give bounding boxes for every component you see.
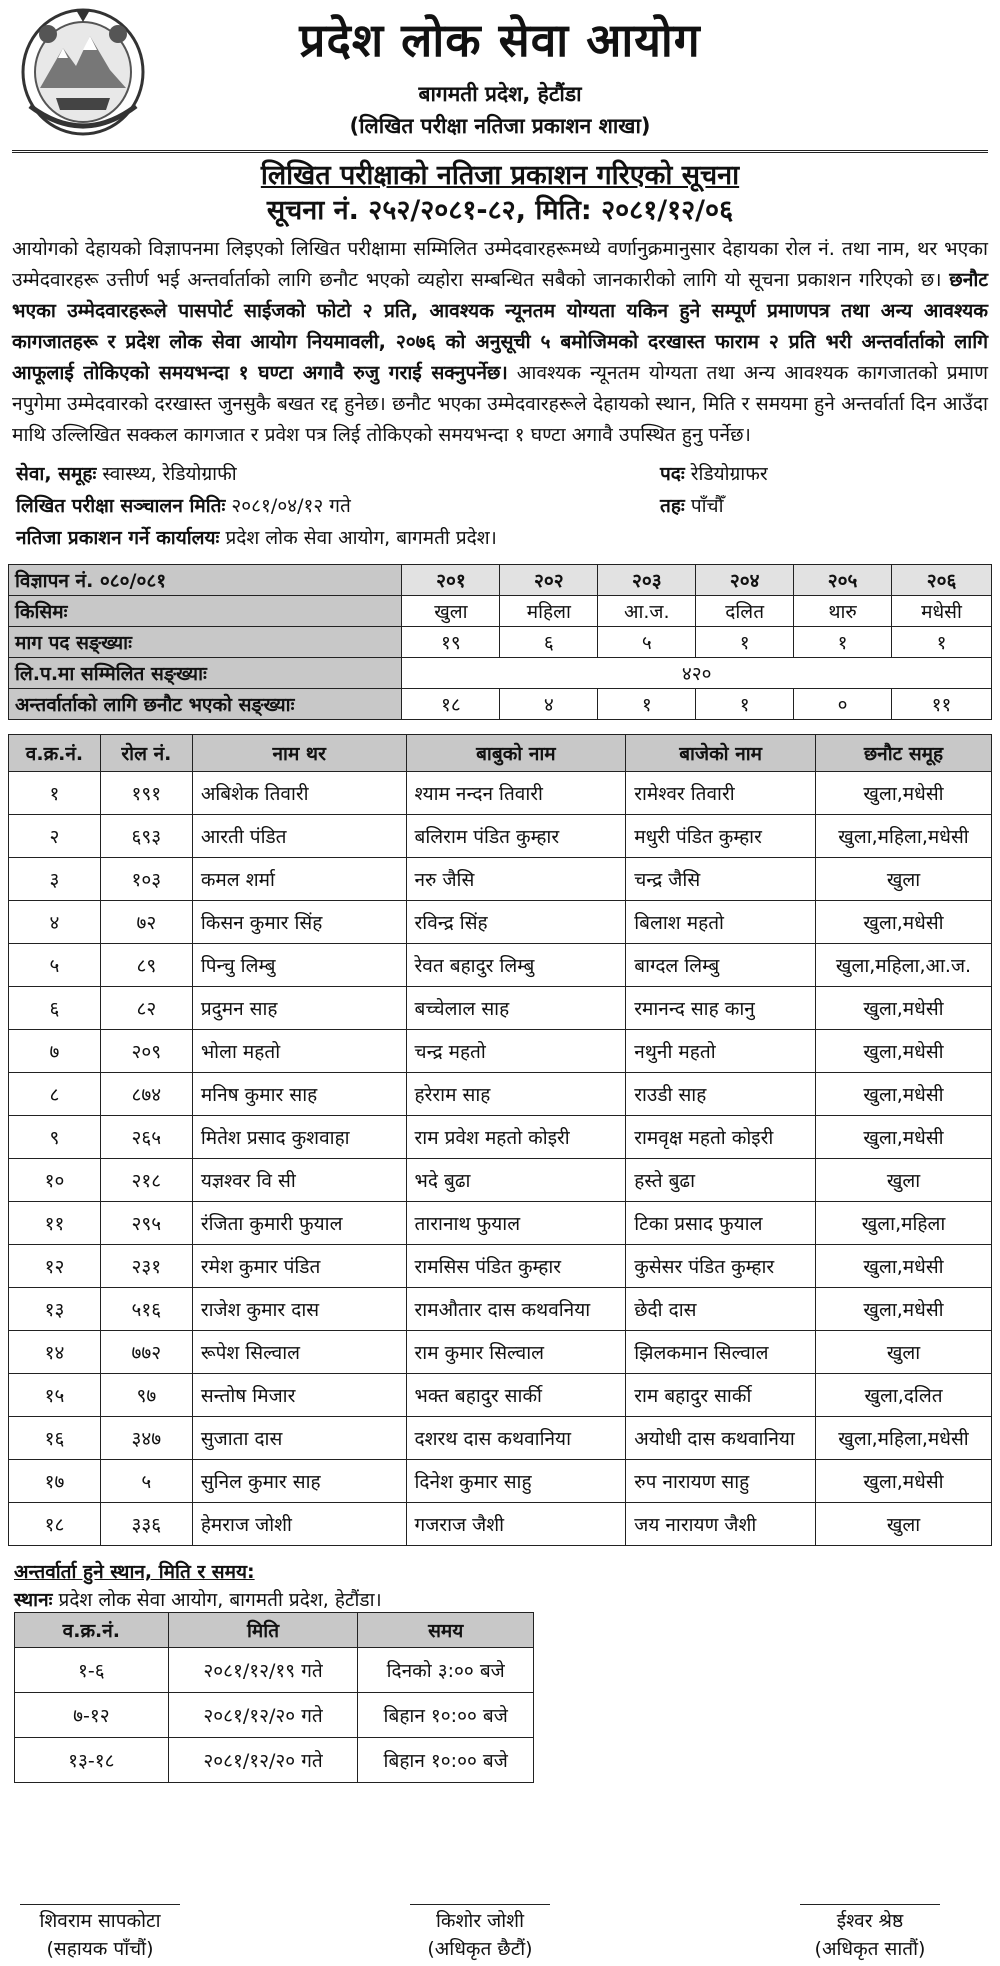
table-cell: हेमराज जोशी bbox=[192, 1503, 406, 1546]
table-cell: ८ bbox=[9, 1073, 101, 1116]
table-cell: १-६ bbox=[15, 1648, 169, 1693]
table-cell: श्याम नन्दन तिवारी bbox=[406, 772, 626, 815]
table-cell: किसन कुमार सिंह bbox=[192, 901, 406, 944]
table-cell: खुला,मधेसी bbox=[816, 987, 992, 1030]
table-row bbox=[9, 944, 992, 987]
table-cell: १८ bbox=[9, 1503, 101, 1546]
table-cell: ३४७ bbox=[100, 1417, 192, 1460]
table-cell: खुला,मधेसी bbox=[816, 772, 992, 815]
table-cell: खुला,मधेसी bbox=[816, 901, 992, 944]
branch-name: (लिखित परीक्षा नतिजा प्रकाशन शाखा) bbox=[349, 114, 651, 138]
table-cell: रंजिता कुमारी फुयाल bbox=[192, 1202, 406, 1245]
table-cell: राजेश कुमार दास bbox=[192, 1288, 406, 1331]
schedule-place bbox=[14, 1586, 992, 1612]
adv-number: २०४ bbox=[696, 565, 794, 596]
office-value: प्रदेश लोक सेवा आयोग, बागमती प्रदेश। bbox=[225, 527, 497, 549]
commission-title: प्रदेश लोक सेवा आयोग bbox=[299, 13, 701, 67]
table-cell: ३३६ bbox=[100, 1503, 192, 1546]
table-cell: रामऔतार दास कथवनिया bbox=[406, 1288, 626, 1331]
table-cell: बिहान १०:०० बजे bbox=[358, 1693, 534, 1738]
schedule-title: अन्तर्वार्ता हुने स्थान, मिति र समय: bbox=[14, 1561, 255, 1583]
table-row bbox=[9, 1374, 992, 1417]
results-body bbox=[9, 772, 992, 1546]
place-value: प्रदेश लोक सेवा आयोग, बागमती प्रदेश, हेटौंडा। bbox=[58, 1589, 382, 1611]
table-cell: आरती पंडित bbox=[192, 815, 406, 858]
signatory-title: (अधिकृत सातौं) bbox=[814, 1938, 926, 1960]
signature-3 bbox=[780, 1904, 960, 1963]
exam-date-value: २०८१/०४/१२ गते bbox=[231, 495, 351, 517]
col-header: मिति bbox=[168, 1613, 358, 1648]
table-cell: सुनिल कुमार साह bbox=[192, 1460, 406, 1503]
level-label: तहः bbox=[660, 495, 685, 517]
table-row bbox=[9, 1460, 992, 1503]
demand-cell: ५ bbox=[598, 627, 696, 658]
letterhead bbox=[12, 0, 988, 153]
selected-row bbox=[9, 689, 992, 720]
table-row bbox=[9, 1331, 992, 1374]
signatory-title: (सहायक पाँचौं) bbox=[46, 1938, 154, 1960]
signature-2 bbox=[390, 1904, 570, 1963]
table-row bbox=[9, 815, 992, 858]
table-cell: ८७४ bbox=[100, 1073, 192, 1116]
col-header: नाम थर bbox=[192, 735, 406, 772]
adv-number: २०५ bbox=[794, 565, 892, 596]
table-cell: २०८१/१२/२० गते bbox=[168, 1738, 358, 1783]
table-cell: ५१६ bbox=[100, 1288, 192, 1331]
table-cell: ४ bbox=[9, 901, 101, 944]
post-value: रेडियोग्राफर bbox=[690, 463, 768, 485]
type-row bbox=[9, 596, 992, 627]
adv-label: विज्ञापन नं. ०८०/०८१ bbox=[9, 565, 402, 596]
service-label: सेवा, समूहः bbox=[16, 463, 97, 485]
demand-label: माग पद सङ्ख्याः bbox=[9, 627, 402, 658]
table-cell: २०८१/१२/२० गते bbox=[168, 1693, 358, 1738]
table-row bbox=[9, 1417, 992, 1460]
demand-cell: १९ bbox=[402, 627, 500, 658]
table-cell: अबिशेक तिवारी bbox=[192, 772, 406, 815]
table-cell: यज्ञश्वर वि सी bbox=[192, 1159, 406, 1202]
vacancy-table bbox=[8, 564, 992, 720]
body-part-3: आवश्यक न्यूनतम योग्यता तथा अन्य आवश्यक कागजातको प्रमाण नपुगेमा उम्मेदवारको दरखास्त जुनसुकै बखत रद्द हुनेछ। छनौट भएका उम्मेदवारहरूले देहायको स्थान, मिति र समयमा हुने अन्तर्वार्ता दिन आउँदा माथि उल्लिखित सक्कल कागजात र प्रवेश पत्र लिई तोकिएको समयभन्दा १ घण्टा अगावै उपस्थित हुनु पर्नेछ। bbox=[12, 361, 988, 446]
selected-cell: १ bbox=[598, 689, 696, 720]
exam-info bbox=[12, 460, 988, 564]
table-cell: रविन्द्र सिंह bbox=[406, 901, 626, 944]
table-cell: ३ bbox=[9, 858, 101, 901]
col-header: व.क्र.नं. bbox=[15, 1613, 169, 1648]
table-cell: खुला bbox=[816, 1503, 992, 1546]
table-cell: सुजाता दास bbox=[192, 1417, 406, 1460]
table-cell: खुला,मधेसी bbox=[816, 1030, 992, 1073]
type-cell: दलित bbox=[696, 596, 794, 627]
table-cell: खुला,दलित bbox=[816, 1374, 992, 1417]
col-header: बाजेको नाम bbox=[626, 735, 816, 772]
table-cell: झिलकमान सिल्वाल bbox=[626, 1331, 816, 1374]
type-cell: मधेसी bbox=[892, 596, 992, 627]
demand-cell: १ bbox=[892, 627, 992, 658]
exam-date-info bbox=[16, 492, 351, 518]
table-cell: १७ bbox=[9, 1460, 101, 1503]
selected-label: अन्तर्वार्ताको लागि छनौट भएको सङ्ख्याः bbox=[9, 689, 402, 720]
table-row bbox=[9, 858, 992, 901]
table-cell: राम प्रवेश महतो कोइरी bbox=[406, 1116, 626, 1159]
table-row bbox=[9, 1202, 992, 1245]
signatory-name: किशोर जोशी bbox=[435, 1910, 525, 1932]
table-cell: रामसिस पंडित कुम्हार bbox=[406, 1245, 626, 1288]
province-name: बागमती प्रदेश, हेटौंडा bbox=[418, 82, 582, 106]
signature-1 bbox=[10, 1904, 190, 1963]
office-label: नतिजा प्रकाशन गर्ने कार्यालयः bbox=[16, 527, 220, 549]
body-part-1: आयोगको देहायको विज्ञापनमा लिइएको लिखित परीक्षामा सम्मिलित उम्मेदवारहरूमध्ये वर्णानुक्रमानुसार देहायका रोल नं. तथा नाम, थर भएका उम्मेदवारहरू उत्तीर्ण भई अन्तर्वार्ताको लागि छनौट भएको व्यहोरा सम्बन्धित सबैको जानकारीको लागि यो सूचना प्रकाशन गरिएको छ। bbox=[12, 237, 988, 291]
col-header: समय bbox=[358, 1613, 534, 1648]
signatory-name: ईश्वर श्रेष्ठ bbox=[836, 1910, 904, 1932]
table-cell: दशरथ दास कथवानिया bbox=[406, 1417, 626, 1460]
table-row bbox=[9, 1030, 992, 1073]
table-cell: २०९ bbox=[100, 1030, 192, 1073]
table-cell: खुला,मधेसी bbox=[816, 1245, 992, 1288]
adv-number: २०६ bbox=[892, 565, 992, 596]
table-cell: खुला bbox=[816, 1159, 992, 1202]
table-row bbox=[15, 1738, 534, 1783]
table-cell: खुला bbox=[816, 858, 992, 901]
table-cell: मधुरी पंडित कुम्हार bbox=[626, 815, 816, 858]
table-cell: १३-१८ bbox=[15, 1738, 169, 1783]
exam-date-label: लिखित परीक्षा सञ्चालन मितिः bbox=[16, 495, 226, 517]
table-cell: राम बहादुर सार्की bbox=[626, 1374, 816, 1417]
table-cell: खुला,महिला,मधेसी bbox=[816, 1417, 992, 1460]
table-cell: ६९३ bbox=[100, 815, 192, 858]
table-cell: ८९ bbox=[100, 944, 192, 987]
service-info bbox=[16, 460, 237, 486]
table-cell: खुला,महिला bbox=[816, 1202, 992, 1245]
table-cell: जय नारायण जैशी bbox=[626, 1503, 816, 1546]
table-cell: बाग्दल लिम्बु bbox=[626, 944, 816, 987]
table-row bbox=[9, 1159, 992, 1202]
table-cell: बलिराम पंडित कुम्हार bbox=[406, 815, 626, 858]
body-part-2: छनौट भएका उम्मेदवारहरूले पासपोर्ट साईजको फोटो २ प्रति, आवश्यक न्यूनतम योग्यता यकिन हुने सम्पूर्ण प्रमाणपत्र तथा अन्य आवश्यक कागजातहरू र प्रदेश लोक सेवा आयोग नियमावली, २०७६ को अनुसूची ५ बमोजिमको दरखास्त फाराम २ प्रति भरी अन्तर्वार्ताको लागि आफूलाई तोकिएको समयभन्दा १ घण्टा अगावै रुजु गराई सक्नुपर्नेछ। bbox=[12, 268, 989, 384]
selected-cell: १ bbox=[696, 689, 794, 720]
table-cell: ८२ bbox=[100, 987, 192, 1030]
col-header: रोल नं. bbox=[100, 735, 192, 772]
table-cell: खुला,महिला,आ.ज. bbox=[816, 944, 992, 987]
table-cell: खुला bbox=[816, 1331, 992, 1374]
table-cell: १५ bbox=[9, 1374, 101, 1417]
table-row bbox=[9, 1073, 992, 1116]
type-cell: आ.ज. bbox=[598, 596, 696, 627]
table-cell: नरु जैसि bbox=[406, 858, 626, 901]
notice-title: लिखित परीक्षाको नतिजा प्रकाशन गरिएको सूचना bbox=[260, 160, 740, 191]
table-cell: बिलाश महतो bbox=[626, 901, 816, 944]
selected-cell: १८ bbox=[402, 689, 500, 720]
schedule-header-row bbox=[15, 1613, 534, 1648]
table-cell: कमल शर्मा bbox=[192, 858, 406, 901]
table-cell: रामवृक्ष महतो कोइरी bbox=[626, 1116, 816, 1159]
signatory-name: शिवराम सापकोटा bbox=[39, 1910, 161, 1932]
table-cell: २६५ bbox=[100, 1116, 192, 1159]
results-table bbox=[8, 734, 992, 1546]
table-cell: मनिष कुमार साह bbox=[192, 1073, 406, 1116]
table-cell: रमानन्द साह कानु bbox=[626, 987, 816, 1030]
table-cell: १४ bbox=[9, 1331, 101, 1374]
table-cell: १०३ bbox=[100, 858, 192, 901]
post-label: पदः bbox=[660, 463, 685, 485]
table-cell: बिहान १०:०० बजे bbox=[358, 1738, 534, 1783]
table-cell: खुला,मधेसी bbox=[816, 1288, 992, 1331]
table-cell: भक्त बहादुर सार्की bbox=[406, 1374, 626, 1417]
table-cell: ७ bbox=[9, 1030, 101, 1073]
demand-row bbox=[9, 627, 992, 658]
table-cell: भदे बुढा bbox=[406, 1159, 626, 1202]
table-cell: रेवत बहादुर लिम्बु bbox=[406, 944, 626, 987]
table-row bbox=[9, 1288, 992, 1331]
demand-cell: १ bbox=[794, 627, 892, 658]
table-cell: खुला,मधेसी bbox=[816, 1460, 992, 1503]
table-cell: रामेश्वर तिवारी bbox=[626, 772, 816, 815]
adv-number: २०३ bbox=[598, 565, 696, 596]
table-cell: प्रदुमन साह bbox=[192, 987, 406, 1030]
table-cell: दिनको ३:०० बजे bbox=[358, 1648, 534, 1693]
table-row bbox=[15, 1693, 534, 1738]
table-cell: रुप नारायण साहु bbox=[626, 1460, 816, 1503]
table-cell: खुला,महिला,मधेसी bbox=[816, 815, 992, 858]
col-header: छनौट समूह bbox=[816, 735, 992, 772]
table-cell: पिन्चु लिम्बु bbox=[192, 944, 406, 987]
table-cell: ९ bbox=[9, 1116, 101, 1159]
participants-count: ४२० bbox=[402, 658, 992, 689]
table-cell: राउडी साह bbox=[626, 1073, 816, 1116]
participants-row bbox=[9, 658, 992, 689]
table-cell: दिनेश कुमार साहु bbox=[406, 1460, 626, 1503]
results-header-row bbox=[9, 735, 992, 772]
adv-number: २०२ bbox=[500, 565, 598, 596]
table-cell: १ bbox=[9, 772, 101, 815]
table-cell: छेदी दास bbox=[626, 1288, 816, 1331]
col-header: व.क्र.नं. bbox=[9, 735, 101, 772]
table-cell: राम कुमार सिल्वाल bbox=[406, 1331, 626, 1374]
table-cell: १६ bbox=[9, 1417, 101, 1460]
table-cell: रूपेश सिल्वाल bbox=[192, 1331, 406, 1374]
table-cell: २१८ bbox=[100, 1159, 192, 1202]
level-info bbox=[660, 492, 724, 518]
table-row bbox=[9, 901, 992, 944]
table-cell: ५ bbox=[9, 944, 101, 987]
table-cell: टिका प्रसाद फुयाल bbox=[626, 1202, 816, 1245]
table-cell: चन्द्र जैसि bbox=[626, 858, 816, 901]
selected-cell: ४ bbox=[500, 689, 598, 720]
participants-label: लि.प.मा सम्मिलित सङ्ख्याः bbox=[9, 658, 402, 689]
table-cell: ९७ bbox=[100, 1374, 192, 1417]
table-cell: ७-१२ bbox=[15, 1693, 169, 1738]
table-cell: ७७२ bbox=[100, 1331, 192, 1374]
table-cell: २०८१/१२/१९ गते bbox=[168, 1648, 358, 1693]
table-cell: चन्द्र महतो bbox=[406, 1030, 626, 1073]
type-cell: खुला bbox=[402, 596, 500, 627]
table-cell: कुसेसर पंडित कुम्हार bbox=[626, 1245, 816, 1288]
table-row bbox=[9, 1245, 992, 1288]
type-cell: महिला bbox=[500, 596, 598, 627]
table-cell: खुला,मधेसी bbox=[816, 1073, 992, 1116]
table-cell: खुला,मधेसी bbox=[816, 1116, 992, 1159]
schedule-table bbox=[14, 1612, 534, 1783]
table-cell: रमेश कुमार पंडित bbox=[192, 1245, 406, 1288]
table-row bbox=[9, 1116, 992, 1159]
table-cell: ५ bbox=[100, 1460, 192, 1503]
table-cell: तारानाथ फुयाल bbox=[406, 1202, 626, 1245]
notice-reference: सूचना नं. २५२/२०८१-८२, मिति: २०८१/१२/०६ bbox=[266, 195, 734, 226]
table-cell: अयोधी दास कथवानिया bbox=[626, 1417, 816, 1460]
table-cell: बच्चेलाल साह bbox=[406, 987, 626, 1030]
type-label: किसिमः bbox=[9, 596, 402, 627]
table-row bbox=[9, 1503, 992, 1546]
adv-number: २०१ bbox=[402, 565, 500, 596]
selected-cell: ० bbox=[794, 689, 892, 720]
signature-line bbox=[410, 1904, 550, 1905]
table-cell: हस्ते बुढा bbox=[626, 1159, 816, 1202]
table-cell: १० bbox=[9, 1159, 101, 1202]
table-cell: सन्तोष मिजार bbox=[192, 1374, 406, 1417]
level-value: पाँचौँ bbox=[690, 495, 724, 517]
table-cell: मितेश प्रसाद कुशवाहा bbox=[192, 1116, 406, 1159]
table-row bbox=[9, 987, 992, 1030]
demand-cell: १ bbox=[696, 627, 794, 658]
signatory-title: (अधिकृत छैटौं) bbox=[427, 1938, 533, 1960]
signature-line bbox=[20, 1904, 180, 1905]
office-info bbox=[16, 524, 497, 550]
adv-number-row bbox=[9, 565, 992, 596]
selected-cell: ११ bbox=[892, 689, 992, 720]
table-cell: ६ bbox=[9, 987, 101, 1030]
place-label: स्थानः bbox=[14, 1589, 53, 1611]
signature-line bbox=[800, 1904, 940, 1905]
table-cell: १३ bbox=[9, 1288, 101, 1331]
table-cell: नथुनी महतो bbox=[626, 1030, 816, 1073]
table-row bbox=[15, 1648, 534, 1693]
table-cell: २ bbox=[9, 815, 101, 858]
table-row bbox=[9, 772, 992, 815]
post-info bbox=[660, 460, 768, 486]
table-cell: ७२ bbox=[100, 901, 192, 944]
table-cell: भोला महतो bbox=[192, 1030, 406, 1073]
table-cell: १९१ bbox=[100, 772, 192, 815]
table-cell: २९५ bbox=[100, 1202, 192, 1245]
table-cell: १२ bbox=[9, 1245, 101, 1288]
type-cell: थारु bbox=[794, 596, 892, 627]
demand-cell: ६ bbox=[500, 627, 598, 658]
table-cell: ११ bbox=[9, 1202, 101, 1245]
table-cell: हरेराम साह bbox=[406, 1073, 626, 1116]
table-cell: गजराज जैशी bbox=[406, 1503, 626, 1546]
schedule-body bbox=[15, 1648, 534, 1783]
table-cell: २३१ bbox=[100, 1245, 192, 1288]
notice-body bbox=[12, 233, 988, 450]
col-header: बाबुको नाम bbox=[406, 735, 626, 772]
service-value: स्वास्थ्य, रेडियोग्राफी bbox=[102, 463, 237, 485]
